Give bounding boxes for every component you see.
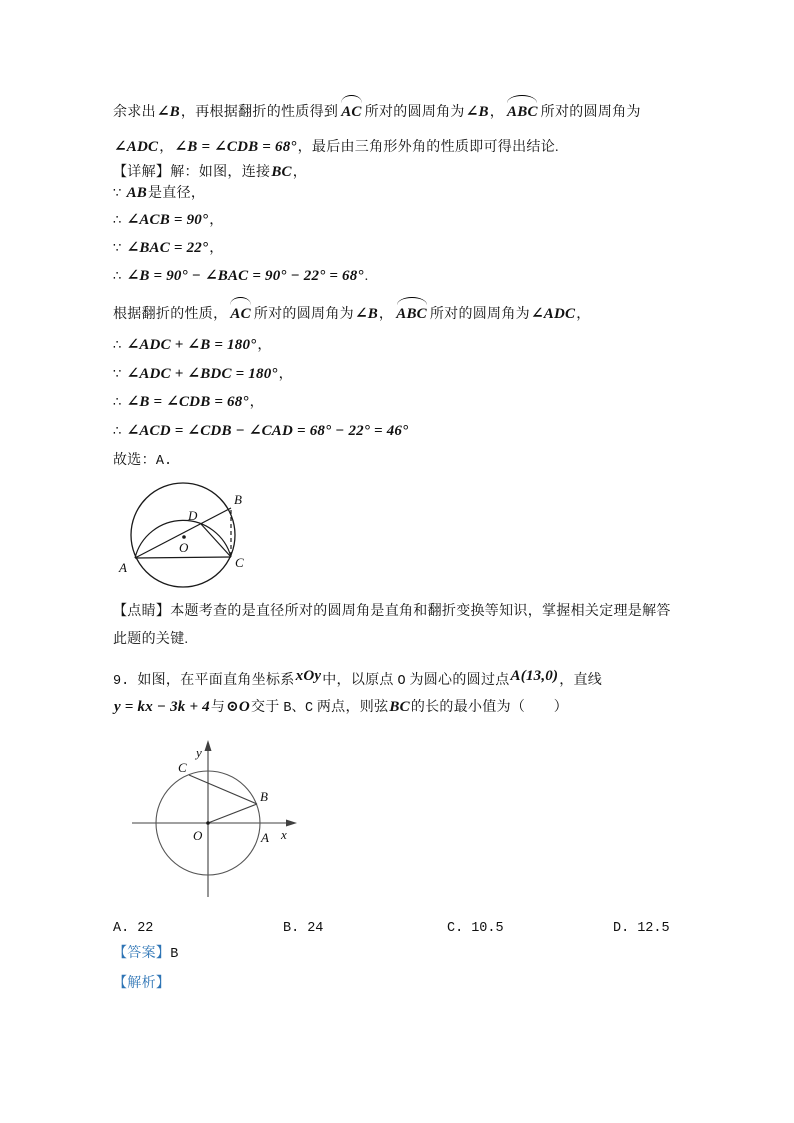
cn-text: ，	[257, 338, 272, 353]
cn-text: 是直径，	[148, 186, 206, 201]
circle-outline	[131, 483, 235, 587]
because-symbol: ∵	[113, 186, 122, 201]
math-arc-ac: AC	[230, 306, 251, 322]
math-angle-b: ∠B	[465, 104, 489, 120]
math-line-equation: y = kx − 3k + 4	[114, 699, 210, 715]
math-angle-b: ∠B	[354, 306, 378, 322]
label-a: A	[261, 830, 269, 845]
arc-abc	[395, 303, 428, 326]
option-d	[613, 919, 713, 939]
proof-step	[113, 420, 409, 443]
because-symbol: ∵	[113, 241, 122, 256]
cn-text: 两点，则弦	[313, 700, 389, 715]
math-term: ∠B = ∠CDB = 68°	[126, 394, 249, 410]
cn-text: 所对的圆周角为	[364, 105, 465, 120]
analysis-line	[113, 973, 170, 995]
question-number: 9.	[113, 674, 138, 689]
remark-line-2	[113, 629, 188, 651]
cn-text: ，	[489, 105, 505, 120]
arc-ac	[340, 101, 362, 124]
cn-text: 如图，在平面直角坐标系	[137, 673, 295, 688]
answer-line	[113, 943, 178, 966]
remark-tag: 【点睛】	[113, 604, 171, 619]
option-label: B.	[283, 921, 300, 936]
cn-text: 的长的最小值为（ ）	[410, 700, 569, 715]
y-axis-arrow	[205, 740, 212, 751]
answer-choice-line	[113, 450, 172, 473]
cn-text: ，	[292, 165, 308, 180]
proof-step	[113, 334, 272, 357]
arc-ac	[229, 303, 251, 326]
x-axis-arrow	[286, 820, 297, 827]
arc-abc	[506, 101, 539, 124]
therefore-symbol: ∴	[113, 424, 122, 439]
cn-text: ，	[278, 367, 293, 382]
option-value: 12.5	[637, 921, 670, 936]
math-term: ∠B = 90° − ∠BAC = 90° − 22° = 68°	[126, 268, 364, 284]
cn-text: ，直线	[559, 673, 603, 688]
chord-a-c	[135, 557, 231, 558]
cn-text: 所对的圆周角为	[540, 105, 641, 120]
proof-step	[113, 391, 264, 414]
proof-step	[113, 265, 368, 288]
answer-value: B	[170, 947, 179, 962]
question9-line-1	[113, 665, 602, 693]
cn-text: 与	[210, 700, 226, 715]
math-chord-bc: BC	[389, 699, 410, 715]
label-origin: O	[193, 828, 203, 843]
chord-c-b	[189, 775, 257, 804]
label-c: C	[178, 760, 187, 775]
chosen-option: A.	[155, 454, 173, 469]
fold-property-line	[113, 303, 591, 326]
cn-text: 解：如图，连接	[170, 165, 271, 180]
math-term: ∠BAC = 22°	[126, 240, 209, 256]
cn-text: 中，以原点	[322, 673, 398, 688]
chord-d-c	[201, 524, 231, 557]
option-a	[113, 919, 283, 939]
option-c	[447, 919, 613, 939]
point-o: O	[397, 674, 406, 689]
math-equation: ∠B = ∠CDB = 68°	[174, 139, 297, 155]
proof-step	[113, 237, 224, 260]
cn-text: ，	[249, 395, 264, 410]
option-label: D.	[613, 921, 630, 936]
option-label: C.	[447, 921, 464, 936]
cn-text: ，	[209, 213, 224, 228]
therefore-symbol: ∴	[113, 213, 122, 228]
cn-text: 为圆心的圆过点	[405, 673, 510, 688]
because-symbol: ∵	[113, 367, 122, 382]
math-term: ∠ACD = ∠CDB − ∠CAD = 68° − 22° = 46°	[126, 423, 409, 439]
options-row	[113, 919, 713, 939]
label-x-axis: x	[281, 827, 287, 842]
figure-circle-fold	[115, 477, 250, 607]
math-angle-b: ∠B	[156, 104, 180, 120]
remark-line-1	[113, 601, 671, 623]
option-b	[283, 919, 447, 939]
cn-text: ，	[576, 307, 591, 322]
therefore-symbol: ∴	[113, 395, 122, 410]
math-term: ∠ADC + ∠BDC = 180°	[126, 366, 278, 382]
label-d: D	[188, 508, 198, 523]
figure2-svg	[130, 737, 305, 912]
question9-line-2	[113, 696, 568, 720]
math-angle-adc: ∠ADC	[114, 139, 159, 155]
analysis-tag: 【解析】	[113, 976, 171, 991]
cn-text: 根据翻折的性质，	[113, 307, 228, 322]
detail-tag: 【详解】	[113, 165, 171, 180]
proof-step	[113, 363, 293, 386]
cn-text: 所对的圆周角为	[429, 307, 530, 322]
math-bc: BC	[271, 164, 292, 180]
origin-dot	[206, 821, 210, 825]
cn-text: ，再根据翻折的性质得到	[180, 105, 339, 120]
proof-step	[113, 209, 224, 232]
label-a: A	[119, 560, 127, 575]
label-c: C	[235, 555, 244, 570]
option-label: A.	[113, 921, 130, 936]
cn-text: 余求出	[113, 105, 156, 120]
figure1-svg	[115, 477, 250, 602]
points-b-c: B、C	[283, 701, 314, 716]
math-point-a: A(13,0)	[510, 668, 559, 684]
answer-tag: 【答案】	[113, 946, 171, 961]
math-term: ∠ACB = 90°	[126, 212, 209, 228]
proof-step	[113, 182, 205, 205]
option-value: 10.5	[471, 921, 504, 936]
label-y-axis: y	[196, 745, 202, 760]
math-term: ∠ADC + ∠B = 180°	[126, 337, 257, 353]
math-arc-abc: ABC	[507, 104, 538, 120]
label-o: O	[179, 540, 189, 555]
cn-text: ，	[209, 241, 224, 256]
cn-text: ，	[159, 140, 174, 155]
center-dot	[182, 535, 186, 539]
cn-text: 故选：	[113, 453, 156, 468]
math-xoy: xOy	[295, 668, 322, 684]
option-value: 24	[307, 921, 324, 936]
cn-text: 此题的关键.	[113, 632, 189, 647]
cn-text: 本题考查的是直径所对的圆周角是直角和翻折变换等知识，掌握相关定理是解答	[170, 604, 671, 619]
solution-intro-line-2	[113, 136, 559, 159]
cn-text: 所对的圆周角为	[253, 307, 354, 322]
math-arc-ac: AC	[341, 104, 362, 120]
therefore-symbol: ∴	[113, 269, 122, 284]
math-angle-adc: ∠ADC	[530, 306, 576, 322]
figure-coordinate-circle	[130, 737, 305, 917]
math-arc-abc: ABC	[396, 306, 427, 322]
cn-text: .	[364, 269, 369, 284]
label-b: B	[234, 492, 242, 507]
math-term: AB	[126, 185, 147, 201]
cn-text: ，	[378, 307, 394, 322]
label-b: B	[260, 789, 268, 804]
therefore-symbol: ∴	[113, 338, 122, 353]
cn-text: ，最后由三角形外角的性质即可得出结论.	[297, 140, 559, 155]
solution-intro-line-1	[113, 101, 641, 124]
radius-o-b	[208, 804, 257, 823]
option-value: 22	[137, 921, 154, 936]
cn-text: 交于	[250, 700, 284, 715]
detail-header-line	[113, 161, 307, 184]
math-circle-o: ⊙O	[226, 699, 250, 715]
